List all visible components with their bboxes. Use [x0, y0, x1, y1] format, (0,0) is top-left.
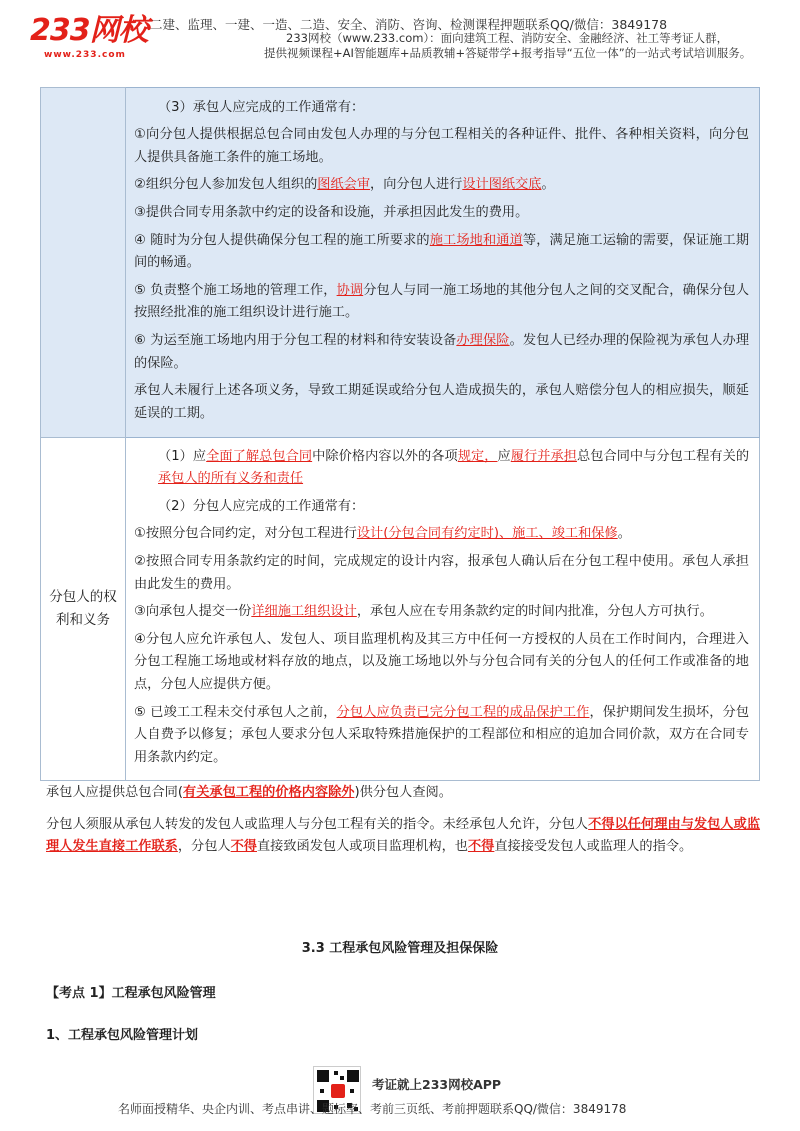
paragraph: （1）应全面了解总包合同中除价格内容以外的各项规定，应履行并承担总包合同中与分包工程有关的承包人的所有义务和责任 — [158, 448, 750, 487]
header-intro-line: 233网校（www.233.com）：面向建筑工程、消防安全、金融经济、社工等考证人群， — [286, 31, 729, 45]
highlight-term: 分包人应负责已完分包工程的成品保护工作 — [336, 704, 590, 720]
list-item: ④ 随时为分包人提供确保分包工程的施工所要求的施工场地和通道等，满足施工运输的需要，保证施工期间的畅通。 — [134, 232, 750, 271]
topic-heading: 【考点 1】工程承包风险管理 — [46, 986, 216, 1001]
list-item: ⑤ 已竣工工程未交付承包人之前，分包人应负责已完分包工程的成品保护工作，保护期间发生损坏，分包人自费予以修复；承包人要求分包人采取特殊措施保护的工程部位和相应的追加合同价款，双方在合同专用条款内约定。 — [134, 704, 750, 765]
list-item: ⑥ 为运至施工场地内用于分包工程的材料和待安装设备办理保险。发包人已经办理的保险视为承包人办理的保险。 — [134, 332, 750, 371]
logo-subtext: www.233.com — [44, 50, 126, 60]
list-item: ①向分包人提供根据总包合同由发包人办理的与分包工程相关的各种证件、批件、各种相关资料，向分包人提供具备施工条件的施工场地。 — [134, 127, 749, 165]
paragraph: 承包人未履行上述各项义务，导致工期延误或给分包人造成损失的，承包人赔偿分包人的相应损失，顺延延误的工期。 — [134, 383, 749, 421]
paragraph: 承包人应提供总包合同(有关承包工程的价格内容除外)供分包人查阅。 — [46, 785, 452, 800]
page-header — [0, 0, 800, 70]
highlight-term: 详细施工组织设计 — [251, 604, 357, 620]
header-contact-line: 二建、监理、一建、一造、二造、安全、消防、咨询、检测课程押题联系QQ/微信：3849178 — [150, 17, 668, 32]
paragraph: （3）承包人应完成的工作通常有： — [158, 99, 365, 115]
highlight-term: 履行并承担 — [510, 448, 577, 464]
logo-text: 233网校 — [30, 13, 148, 48]
highlight-term: 全面了解总包合同 — [206, 448, 313, 464]
table-row — [41, 438, 760, 781]
table-row — [41, 88, 760, 438]
highlight-term: 施工场地和通道 — [429, 232, 523, 248]
highlight-term: 承包人的所有义务和责任 — [158, 471, 304, 487]
highlight-term: 设计(分包合同有约定时)、施工、竣工和保修 — [356, 526, 618, 542]
footer-contact-line: 名师面授精华、央企内训、考点串讲、题标率、考前三页纸、考前押题联系QQ/微信：3849178 — [118, 1102, 627, 1116]
highlight-term: 不得以任何理由与发包人或监理人发生直接工作联系 — [46, 816, 761, 855]
list-item: ⑤ 负责整个施工场地的管理工作，协调分包人与同一施工场地的其他分包人之间的交叉配合，确保分包人按照经批准的施工组织设计进行施工。 — [134, 282, 750, 321]
row-label — [41, 88, 126, 438]
highlight-term: 图纸会审 — [317, 177, 371, 193]
list-item: ④分包人应允许承包人、发包人、项目监理机构及其三方中任何一方授权的人员在工作时间内，合理进入分包工程施工场地或材料存放的地点，以及施工场地以外与分包合同有关的分包人的任何工作或准备的地点，分包人应提供方便。 — [134, 631, 749, 692]
highlight-term: 办理保险 — [456, 332, 510, 348]
header-service-line: 提供视频课程+AI智能题库+品质教辅+答疑带学+报考指导“五位一体”的一站式考试培训服务。 — [264, 46, 752, 60]
app-slogan: 考证就上233网校APP — [372, 1077, 502, 1092]
row-content — [126, 88, 760, 438]
highlight-term: 设计图纸交底 — [462, 177, 542, 193]
row-label: 分包人的权利和义务 — [41, 438, 126, 781]
brand-logo[interactable] — [30, 14, 155, 62]
section-title: 3.3 工程承包风险管理及担保保险 — [301, 941, 499, 956]
highlight-term: 有关承包工程的价格内容除外 — [183, 785, 355, 800]
list-item: ①按照分包合同约定，对分包工程进行设计(分包合同有约定时)、施工、竣工和保修。 — [134, 526, 631, 542]
list-item: ②组织分包人参加发包人组织的图纸会审，向分包人进行设计图纸交底。 — [134, 177, 555, 193]
highlight-term: 协调 — [336, 282, 364, 298]
row-content — [126, 438, 760, 781]
app-logo-icon — [331, 1084, 345, 1098]
subsection-heading: 1、工程承包风险管理计划 — [46, 1028, 199, 1043]
paragraph: （2）分包人应完成的工作通常有： — [158, 498, 365, 514]
highlight-term: 不得 — [468, 839, 495, 855]
list-item: ③向承包人提交一份详细施工组织设计，承包人应在专用条款约定的时间内批准，分包人方可执行。 — [134, 604, 713, 620]
highlight-term: 规定， — [457, 448, 498, 464]
highlight-term: 不得 — [230, 839, 257, 855]
rights-obligations-table — [40, 87, 760, 781]
paragraph: 分包人须服从承包人转发的发包人或监理人与分包工程有关的指令。未经承包人允许，分包人不得以任何理由与发包人或监理人发生直接工作联系，分包人不得直接致函发包人或项目监理机构，也不得直接接受发包人或监理人的指令。 — [46, 816, 761, 855]
notes-section — [40, 782, 760, 868]
list-item: ③提供合同专用条款中约定的设备和设施，并承担因此发生的费用。 — [134, 205, 529, 221]
list-item: ②按照合同专用条款约定的时间，完成规定的设计内容，报承包人确认后在分包工程中使用。承包人承担由此发生的费用。 — [134, 554, 749, 592]
